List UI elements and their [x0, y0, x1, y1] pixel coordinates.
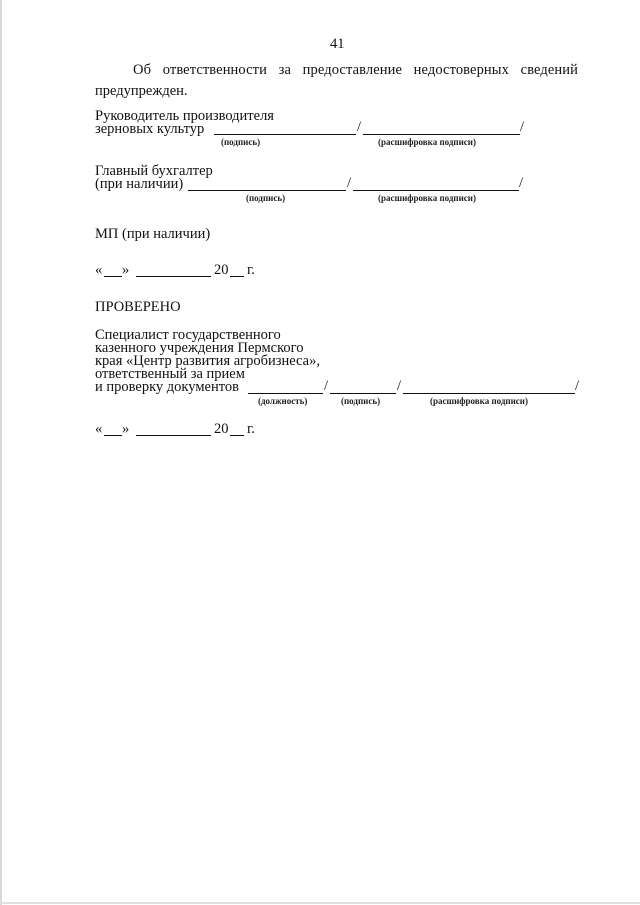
- date-open-quote: «: [95, 421, 103, 437]
- specialist-position-caption: (должность): [258, 396, 308, 406]
- date-open-quote: «: [95, 262, 103, 278]
- date-day-line[interactable]: [104, 435, 122, 436]
- accountant-signature-line[interactable]: [188, 190, 346, 191]
- specialist-signature-caption: (подпись): [341, 396, 381, 406]
- accountant-signature-caption: (подпись): [246, 193, 286, 203]
- date-year-suffix: г.: [247, 262, 255, 278]
- manager-signature-line[interactable]: [214, 134, 356, 135]
- specialist-line-3: края «Центр развития агробизнеса»,: [95, 353, 320, 369]
- checked-heading: ПРОВЕРЕНО: [95, 299, 181, 315]
- date-year-line[interactable]: [230, 435, 244, 436]
- intro-line-2: предупрежден.: [95, 83, 188, 99]
- date-year-prefix: 20: [214, 262, 229, 278]
- specialist-position-line[interactable]: [248, 393, 323, 394]
- scan-edge-left: [0, 0, 2, 905]
- accountant-title-line-1: Главный бухгалтер: [95, 163, 213, 179]
- specialist-decoding-caption: (расшифровка подписи): [430, 396, 528, 406]
- manager-title-line-1: Руководитель производителя: [95, 108, 274, 124]
- intro-line-1: Об ответственности за предоставление недостоверных сведений: [133, 62, 578, 78]
- manager-decoding-line[interactable]: [363, 134, 520, 135]
- date-month-line[interactable]: [136, 435, 211, 436]
- date-year-suffix: г.: [247, 421, 255, 437]
- separator-slash: /: [520, 119, 525, 135]
- seal-label: МП (при наличии): [95, 226, 211, 242]
- separator-slash: /: [324, 378, 329, 394]
- date-year-prefix: 20: [214, 421, 229, 437]
- specialist-decoding-line[interactable]: [403, 393, 575, 394]
- specialist-line-1: Специалист государственного: [95, 327, 281, 343]
- date-month-line[interactable]: [136, 276, 211, 277]
- scan-edge-bottom: [0, 902, 640, 904]
- manager-signature-caption: (подпись): [221, 137, 261, 147]
- accountant-decoding-line[interactable]: [353, 190, 519, 191]
- specialist-line-2: казенного учреждения Пермского: [95, 340, 304, 356]
- separator-slash: /: [575, 378, 580, 394]
- date-day-line[interactable]: [104, 276, 122, 277]
- specialist-signature-line[interactable]: [330, 393, 396, 394]
- specialist-line-5: и проверку документов: [95, 379, 239, 395]
- separator-slash: /: [357, 119, 362, 135]
- manager-title-line-2: зерновых культур: [95, 121, 205, 137]
- accountant-title-line-2: (при наличии): [95, 176, 184, 192]
- date-year-line[interactable]: [230, 276, 244, 277]
- separator-slash: /: [519, 175, 524, 191]
- accountant-decoding-caption: (расшифровка подписи): [378, 193, 476, 203]
- date-close-quote: »: [122, 262, 130, 278]
- separator-slash: /: [397, 378, 402, 394]
- separator-slash: /: [347, 175, 352, 191]
- specialist-line-4: ответственный за прием: [95, 366, 245, 382]
- date-close-quote: »: [122, 421, 130, 437]
- page-number: 41: [330, 36, 345, 52]
- manager-decoding-caption: (расшифровка подписи): [378, 137, 476, 147]
